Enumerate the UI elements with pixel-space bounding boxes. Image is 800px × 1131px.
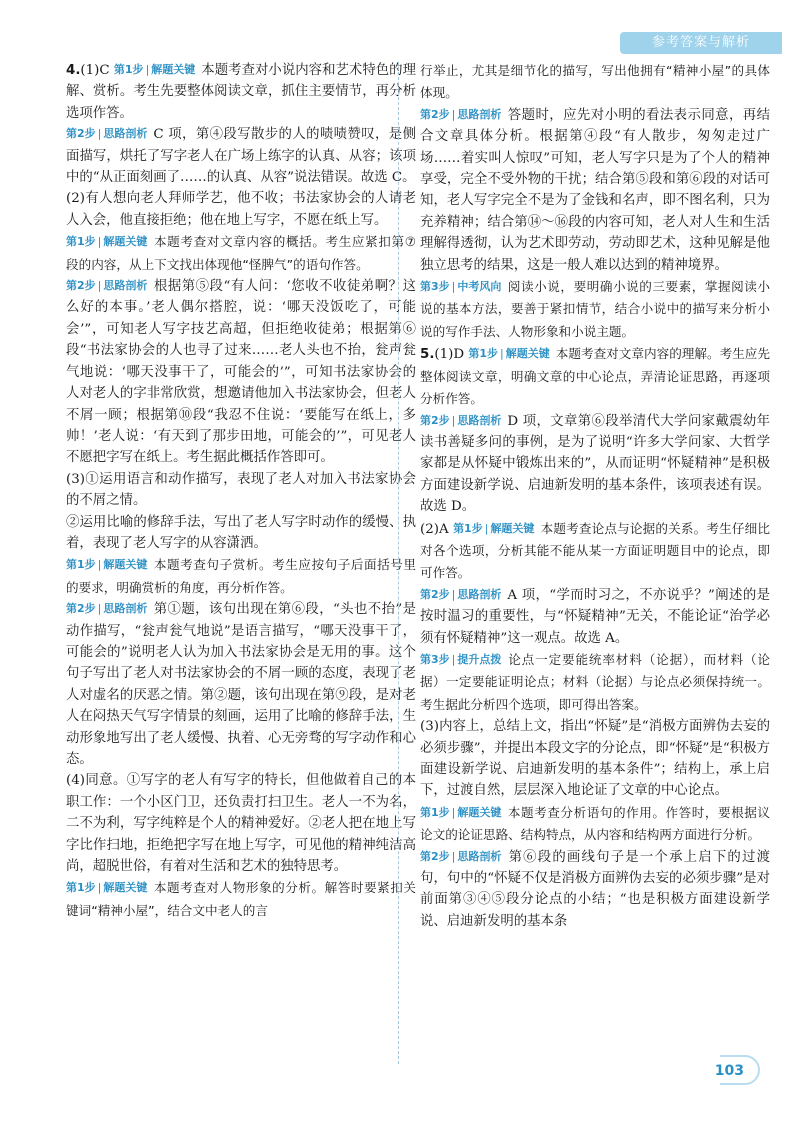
paragraph-text: 本题考查对小说内容和艺术特色的理解、赏析。考生先要整体阅读文章，抓住主要情节，再分析选项作答。 [66,63,416,121]
paragraph [66,188,416,231]
step-number: 第2步 [420,849,450,863]
step-number: 第2步 [66,279,96,293]
step-tag [420,652,501,667]
paragraph [420,716,770,802]
answer-choice: (1)D [434,347,469,363]
step-name: 思路剖析 [457,849,502,863]
paragraph [420,105,770,276]
step-separator: | [145,63,150,76]
step-tag [420,107,501,122]
step-tag [420,279,501,294]
paragraph-text: 行举止，尤其是细节化的描写，写出他拥有“精神小屋”的具体体现。 [420,63,770,101]
step-number: 第1步 [113,63,144,76]
step-name: 思路剖析 [457,107,502,121]
page-number: 103 [714,1063,744,1079]
step-name: 提升点拨 [457,652,502,666]
step-number: 第1步 [420,805,450,819]
answer-choice: (2)A [420,521,454,537]
step-tag [453,521,534,536]
step-name: 思路剖析 [103,279,148,293]
paragraph [66,469,416,512]
paragraph-text: 本题考查对人物形象的分析。解答时要紧扣关键词“精神小屋”，结合文中老人的言 [66,880,416,918]
step-number: 第1步 [66,558,96,572]
step-name: 解题关键 [103,235,148,249]
column-divider [398,62,399,1064]
step-tag [114,62,195,77]
step-tag [66,880,147,895]
question-number: 5. [420,347,435,363]
section-title: 参考答案与解析 [620,32,782,54]
step-separator: | [97,881,102,895]
step-number: 第2步 [420,107,450,121]
step-name: 解题关键 [457,805,502,819]
paragraph [66,276,416,469]
step-separator: | [97,235,102,249]
paragraph [420,518,770,585]
paragraph [66,231,416,276]
step-tag [66,601,147,616]
paragraph [66,60,416,124]
step-name: 解题关键 [505,347,550,361]
paragraph [66,770,416,877]
paragraph-text: 本题考查对文章内容的概括。考生应紧扣第⑦段的内容，从上下文找出体现他“怪脾气”的语句作答。 [66,234,416,272]
step-tag [66,278,147,293]
paragraph-text: 阅读小说，要明确小说的三要素，掌握阅读小说的基本方法，要善于紧扣情节，结合小说中的描写来分析小说的写作手法、人物形象和小说主题。 [420,279,770,339]
step-tag [468,346,549,361]
paragraph-text: 本题考查对文章内容的理解。考生应先整体阅读文章，明确文章的中心论点，弄清论证思路，再逐项分析作答。 [420,346,771,407]
step-separator: | [451,107,456,121]
step-name: 思路剖析 [457,413,502,427]
paragraph-text: (3)①运用语言和动作描写，表现了老人对加入书法家协会的不屑之情。 [66,471,416,509]
step-separator: | [451,413,456,427]
paragraph-text: A 项，“学而时习之，不亦说乎？”阐述的是按时温习的重要性，与“怀疑精神”无关，不能论证“治学必须有怀疑精神”这一观点。故选 A。 [420,587,770,646]
step-number: 第3步 [420,652,450,666]
step-name: 思路剖析 [457,587,502,601]
step-number: 第2步 [66,127,96,141]
answer-choice: (1)C [80,63,114,78]
paragraph [420,411,770,518]
step-separator: | [97,558,102,572]
paragraph-text: ②运用比喻的修辞手法，写出了老人写字时动作的缓慢、执着，表现了老人写字的从容潇洒。 [66,514,416,551]
paragraph [66,124,416,188]
step-name: 中考风向 [457,280,502,294]
step-name: 解题关键 [103,558,148,572]
step-number: 第3步 [420,280,450,294]
step-name: 思路剖析 [103,127,148,141]
step-separator: | [97,602,102,616]
step-number: 第2步 [420,587,450,601]
paragraph-text: 论点一定要能统率材料（论据），而材料（论据）一定要能证明论点；材料（论据）与论点必须保持统一。考生据此分析四个选项，即可得出答案。 [420,651,770,712]
paragraph [66,512,416,555]
step-number: 第2步 [420,413,450,427]
paragraph [420,649,770,716]
paragraph-text: (2)有人想向老人拜师学艺，他不收；书法家协会的人请老人入会，他直接拒绝；他在地上写字，不愿在纸上写。 [66,191,416,228]
paragraph-text: D 项，文章第⑥段举清代大学问家戴震幼年读书善疑多问的事例，是为了说明“许多大学问家、大哲学家都是从怀疑中锻炼出来的”，从而证明“怀疑精神”是积极方面建设新学说、启迪新发明的基本条件，该项表述有误。故选 D。 [420,413,770,515]
right-column [420,60,770,932]
paragraph-text: 本题考查分析语句的作用。作答时，要根据议论文的论证思路、结构特点，从内容和结构两方面进行分析。 [420,804,770,843]
paragraph-text: 根据第⑤段“有人问：‘您收不收徒弟啊？这么好的本事。’老人偶尔搭腔，说：‘哪天没饭吃了，可能会’”，可知老人写字技艺高超，但拒绝收徒弟；根据第⑥段“书法家协会的人也寻了过来……老人头也不抬，瓮声瓮气地说：‘哪天没事干了，可能会的’”，可知书法家协会的人对老人的字非常欣赏，想邀请他加入书法家协会，但老人不屑一顾；根据第⑩段“我忍不住说：‘要能写在纸上，多帅！’老人说：‘有天到了那步田地，可能会的’”，可见老人不愿把字写在纸上。考生据此概括作答即可。 [66,279,416,466]
paragraph [420,585,770,649]
step-separator: | [451,280,456,294]
step-separator: | [97,127,102,141]
step-number: 第1步 [453,521,483,535]
paragraph [420,847,770,933]
step-tag [66,557,147,572]
paragraph-text: 答题时，应先对小明的看法表示同意，再结合文章具体分析。根据第④段“有人散步，匆匆走过广场……着实叫人惊叹”可知，老人写字只是为了个人的精神享受，完全不受外物的干扰；结合第⑤段和第⑥段的对话可知，老人写字完全不是为了金钱和名声，即不图名利，只为充养精神；结合第⑭～⑯段的内容可知，老人对人生和生活理解得透彻，认为艺术即劳动，劳动即艺术，这种见解是他独立思考的结果，这是一般人难以达到的精神境界。 [420,107,770,273]
paragraph-text: 第①题，该句出现在第⑥段，“头也不抬”是动作描写，“瓮声瓮气地说”是语言描写，“哪天没事干了，可能会的”说明老人认为加入书法家协会是无用的事。这个句子写出了老人对书法家协会的不屑一顾的态度，表现了老人对虚名的厌恶之情。第②题，该句出现在第⑨段，是对老人在闷热天气写字情景的刻画，运用了比喻的修辞手法，生动形象地写出了老人缓慢、执着、心无旁骛的写字动作和心态。 [66,602,416,767]
step-tag [420,413,501,428]
paragraph [420,60,770,105]
step-separator: | [97,279,102,293]
step-name: 解题关键 [151,63,196,76]
step-number: 第1步 [66,881,96,895]
step-number: 第1步 [66,235,96,249]
paragraph [66,599,416,770]
step-number: 第1步 [468,347,499,361]
paragraph [66,554,416,599]
question-number: 4. [66,63,81,78]
step-tag [66,234,147,249]
step-separator: | [451,652,456,666]
step-tag [420,587,501,602]
step-name: 解题关键 [490,521,535,535]
paragraph-text: 本题考查句子赏析。考生应按句子后面括号里的要求，明确赏析的角度，再分析作答。 [66,557,416,595]
paragraph-text: 第⑥段的画线句子是一个承上启下的过渡句，句中的“怀疑不仅是消极方面辨伪去妄的必须步骤”是对前面第③④⑤段分论点的小结；“也是积极方面建设新学说、启迪新发明的基本条 [420,849,770,929]
paragraph-text: (4)同意。①写字的老人有写字的特长，但他做着自己的本职工作：一个小区门卫，还负责打扫卫生。老人一不为名，二不为利，写字纯粹是个人的精神爱好。②老人把在地上写字比作扫地，拒绝把字写在地上写字，可见他的精神纯洁高尚，超脱世俗，有着对生活和艺术的独特思考。 [66,773,416,875]
paragraph [420,343,770,410]
step-tag [420,805,501,820]
step-name: 解题关键 [103,881,148,895]
step-separator: | [484,521,489,535]
paragraph [420,276,770,343]
step-separator: | [451,587,456,601]
step-separator: | [451,805,456,819]
step-name: 思路剖析 [103,602,148,616]
paragraph [420,802,770,847]
paragraph [66,877,416,922]
step-tag [66,126,147,141]
paragraph-text: (3)内容上，总结上文，指出“怀疑”是“消极方面辨伪去妄的必须步骤”，并提出本段文字的分论点，即“怀疑”是“积极方面建设新学说、启迪新发明的基本条件”；结构上，承上启下，过渡自然，层层深入地论证了文章的中心论点。 [420,719,770,799]
paragraph-text: 本题考查论点与论据的关系。考生仔细比对各个选项，分析其能不能从某一方面证明题目中的论点，即可作答。 [420,520,770,581]
left-column [66,60,416,922]
step-separator: | [451,849,456,863]
step-separator: | [500,347,504,361]
step-number: 第2步 [66,602,96,616]
step-tag [420,849,501,864]
paragraph-text: C 项，第④段写散步的人的啧啧赞叹，是侧面描写，烘托了写字老人在广场上练字的认真、从容；该项中的“从正面刻画了……的认真、从容”说法错误。故选 C。 [66,127,416,186]
